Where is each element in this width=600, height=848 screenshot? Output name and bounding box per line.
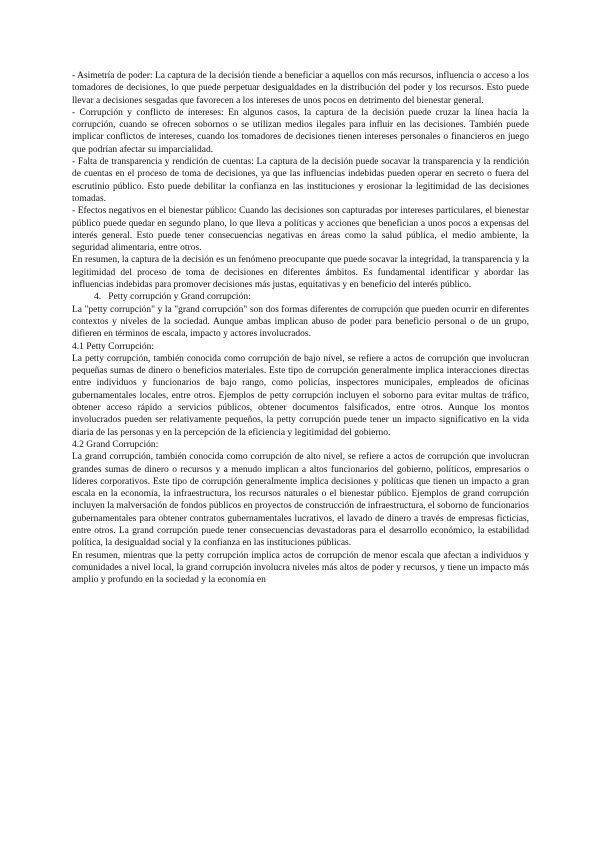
section-4-intro: La "petty corrupción" y la "grand corrupción" son dos formas diferentes de corrupción que pueden ocurrir en diferentes contextos y niveles de la sociedad. Aunque ambas implican abuso de poder para beneficio personal o de un grupo, difieren en términos de escala, impacto y actores involucrados. (72, 304, 529, 340)
paragraph-asimetria-poder: - Asimetría de poder: La captura de la decisión tiende a beneficiar a aquellos con más recursos, influencia o acceso a los tomadores de decisiones, lo que puede perpetuar desigualdades en la distribución del poder y los recursos. Esto puede llevar a decisiones sesgadas que favorecen a los intereses de unos pocos en detrimento del bienestar general. (72, 71, 529, 106)
section-4-heading (72, 291, 529, 303)
section-4-2-heading: 4.2 Grand Corrupción: (72, 439, 159, 450)
paragraph-resumen-final: En resumen, mientras que la petty corrupción implica actos de corrupción de menor escala que afectan a individuos y comunidades a nivel local, la grand corrupción involucra niveles más altos de poder y recursos, y tiene un impacto más amplio y profundo en la sociedad y la economía en (72, 550, 529, 586)
paragraph-efectos-negativos: - Efectos negativos en el bienestar público: Cuando las decisiones son capturadas por intereses particulares, el bienestar público puede quedar en segundo plano, lo que lleva a políticas y acciones que benefician a unos pocos a expensas del interés general. Esto puede tener consecuencias negativas en áreas como la salud pública, el medio ambiente, la seguridad alimentaria, entre otros. (72, 206, 529, 254)
paragraph-corrupcion-conflicto: - Corrupción y conflicto de intereses: En algunos casos, la captura de la decisión puede cruzar la línea hacia la corrupción, cuando se ofrecen sobornos o se utilizan medios ilegales para influir en las decisiones. También puede implicar conflictos de intereses, cuando los tomadores de decisiones tienen intereses personales o financieros en juego que podrían afectar su imparcialidad. (72, 107, 529, 155)
section-4-title: Petty corrupción y Grand corrupción: (108, 292, 251, 303)
section-4-number: 4. (94, 292, 102, 303)
paragraph-falta-transparencia: - Falta de transparencia y rendición de cuentas: La captura de la decisión puede socavar la transparencia y la rendición de cuentas en el proceso de toma de decisiones, ya que las influencias indebidas pueden operar en secreto o fuera del escrutinio público. Esto puede debilitar la confianza en las instituciones y erosionar la legitimidad de las decisiones tomadas. (72, 157, 529, 204)
section-4-1-text: La petty corrupción, también conocida como corrupción de bajo nivel, se refiere a actos de corrupción que involucran pequeñas sumas de dinero o beneficios materiales. Este tipo de corrupción generalmente implica interacciones directas entre individuos y funcionarios de bajo rango, como policías, inspectores municipales, empleados de oficinas gubernamentales locales, entre otros. Ejemplos de petty corrupción incluyen el soborno para evitar multas de tráfico, obtener acceso rápido a servicios públicos, obtener documentos falsificados, entre otros. Aunque los montos involucrados pueden ser relativamente pequeños, la petty corrupción puede tener un impacto significativo en la vida diaria de las personas y en la percepción de la eficiencia y legitimidad del gobierno. (72, 353, 529, 438)
section-4-1-heading: 4.1 Petty Corrupción: (72, 341, 155, 352)
paragraph-resumen-captura: En resumen, la captura de la decisión es un fenómeno preocupante que puede socavar la integridad, la transparencia y la legitimidad del proceso de toma de decisiones en diferentes ámbitos. Es fundamental identificar y abordar las influencias indebidas para promover decisiones más justas, equitativas y en beneficio del interés público. (72, 255, 529, 291)
section-4-2-text: La grand corrupción, también conocida como corrupción de alto nivel, se refiere a actos de corrupción que involucran grandes sumas de dinero o recursos y a menudo implican a altos funcionarios del gobierno, políticos, empresarios o líderes corporativos. Este tipo de corrupción generalmente implica decisiones y políticas que tienen un impacto a gran escala en la economía, la infraestructura, los recursos naturales o el bienestar público. Ejemplos de grand corrupción incluyen la malversación de fondos públicos en proyectos de construcción de infraestructura, el soborno de funcionarios gubernamentales para obtener contratos gubernamentales lucrativos, el lavado de dinero a través de empresas ficticias, entre otros. La grand corrupción puede tener consecuencias devastadoras para el desarrollo económico, la estabilidad política, la desigualdad social y la confianza en las instituciones públicas. (72, 452, 529, 549)
document-page (72, 70, 529, 586)
